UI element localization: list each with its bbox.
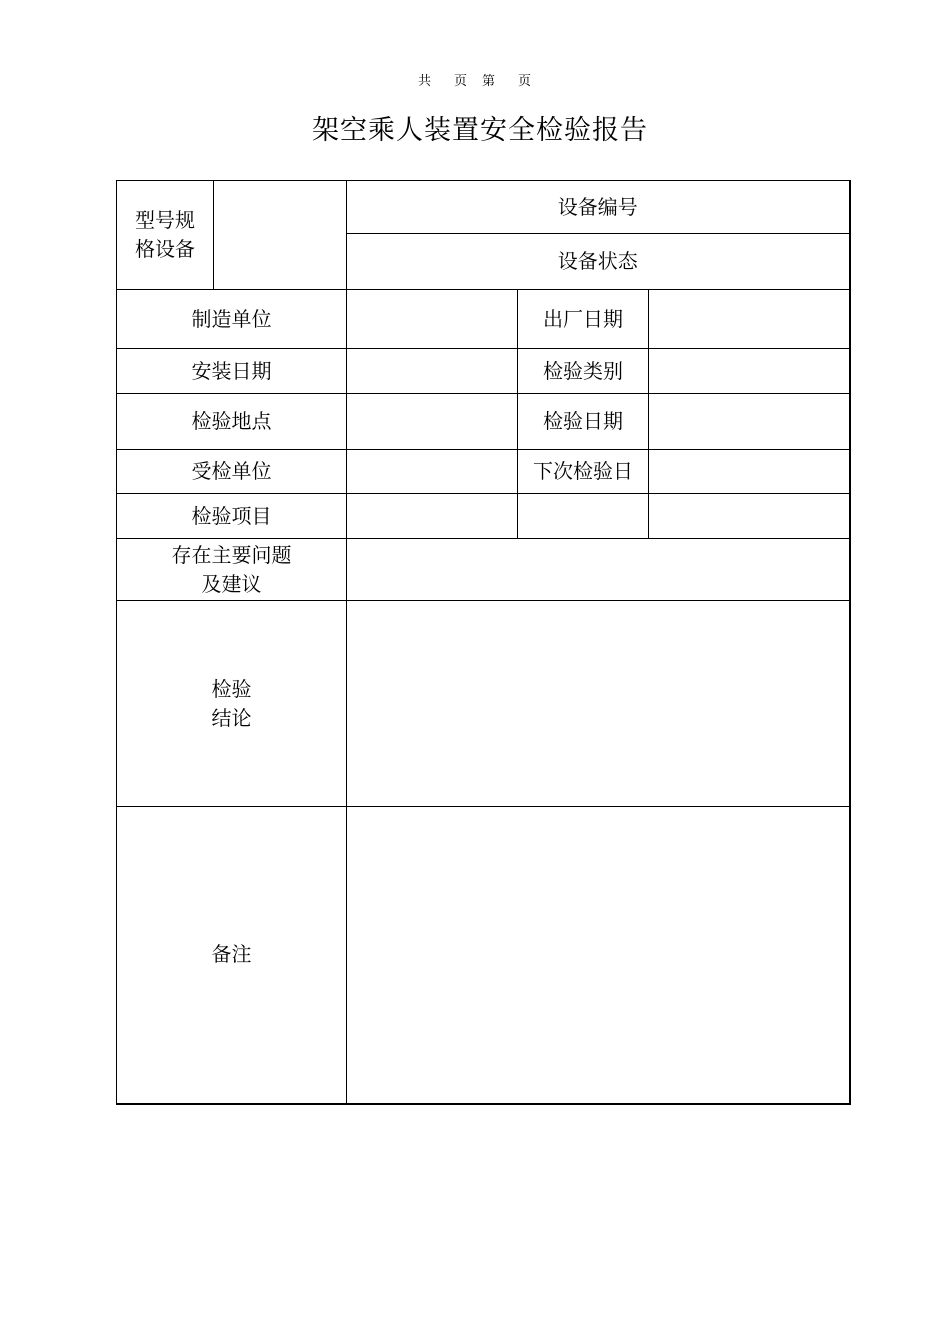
header-page-1: 页 [453,74,468,89]
next-inspection-label: 下次检验日 [518,450,649,494]
inspected-unit-label: 受检单位 [117,450,347,494]
issues-line1: 存在主要问题 [171,542,292,567]
issues-value-cell[interactable] [347,539,850,601]
inspection-report-table [116,180,851,1105]
model-spec-line1: 型号规 [135,208,195,232]
factory-date-label: 出厂日期 [518,290,649,349]
issues-label-cell [117,539,347,601]
header-page-2: 页 [518,74,533,89]
blank-value-cell[interactable] [649,494,850,539]
page-header [0,70,950,89]
model-spec-line2: 格设备 [135,237,195,261]
inspection-items-label: 检验项目 [117,494,347,539]
install-date-label: 安装日期 [117,349,347,394]
model-spec-value-cell[interactable] [214,181,347,290]
conclusion-line1: 检验 [211,676,252,701]
header-current: 第 [482,74,497,89]
device-number-label: 设备编号 [347,181,850,234]
header-total: 共 [417,74,432,89]
install-date-value-cell[interactable] [347,349,518,394]
device-status-label: 设备状态 [347,234,850,290]
inspection-date-label: 检验日期 [518,394,649,450]
conclusion-line2: 结论 [211,705,252,730]
report-title: 架空乘人装置安全检验报告 [312,115,648,146]
manufacturer-label: 制造单位 [117,290,347,349]
factory-date-value-cell[interactable] [649,290,850,349]
inspection-site-value-cell[interactable] [347,394,518,450]
inspection-type-value-cell[interactable] [649,349,850,394]
remarks-label: 备注 [117,807,347,1104]
manufacturer-value-cell[interactable] [347,290,518,349]
inspection-date-value-cell[interactable] [649,394,850,450]
conclusion-value-cell[interactable] [347,601,850,807]
inspection-items-value-cell[interactable] [347,494,518,539]
conclusion-label-cell [117,601,347,807]
issues-line2: 及建议 [201,571,262,596]
blank-label-cell [518,494,649,539]
remarks-value-cell[interactable] [347,807,850,1104]
next-inspection-value-cell[interactable] [649,450,850,494]
inspected-unit-value-cell[interactable] [347,450,518,494]
model-spec-label-cell [117,181,214,290]
inspection-type-label: 检验类别 [518,349,649,394]
inspection-site-label: 检验地点 [117,394,347,450]
